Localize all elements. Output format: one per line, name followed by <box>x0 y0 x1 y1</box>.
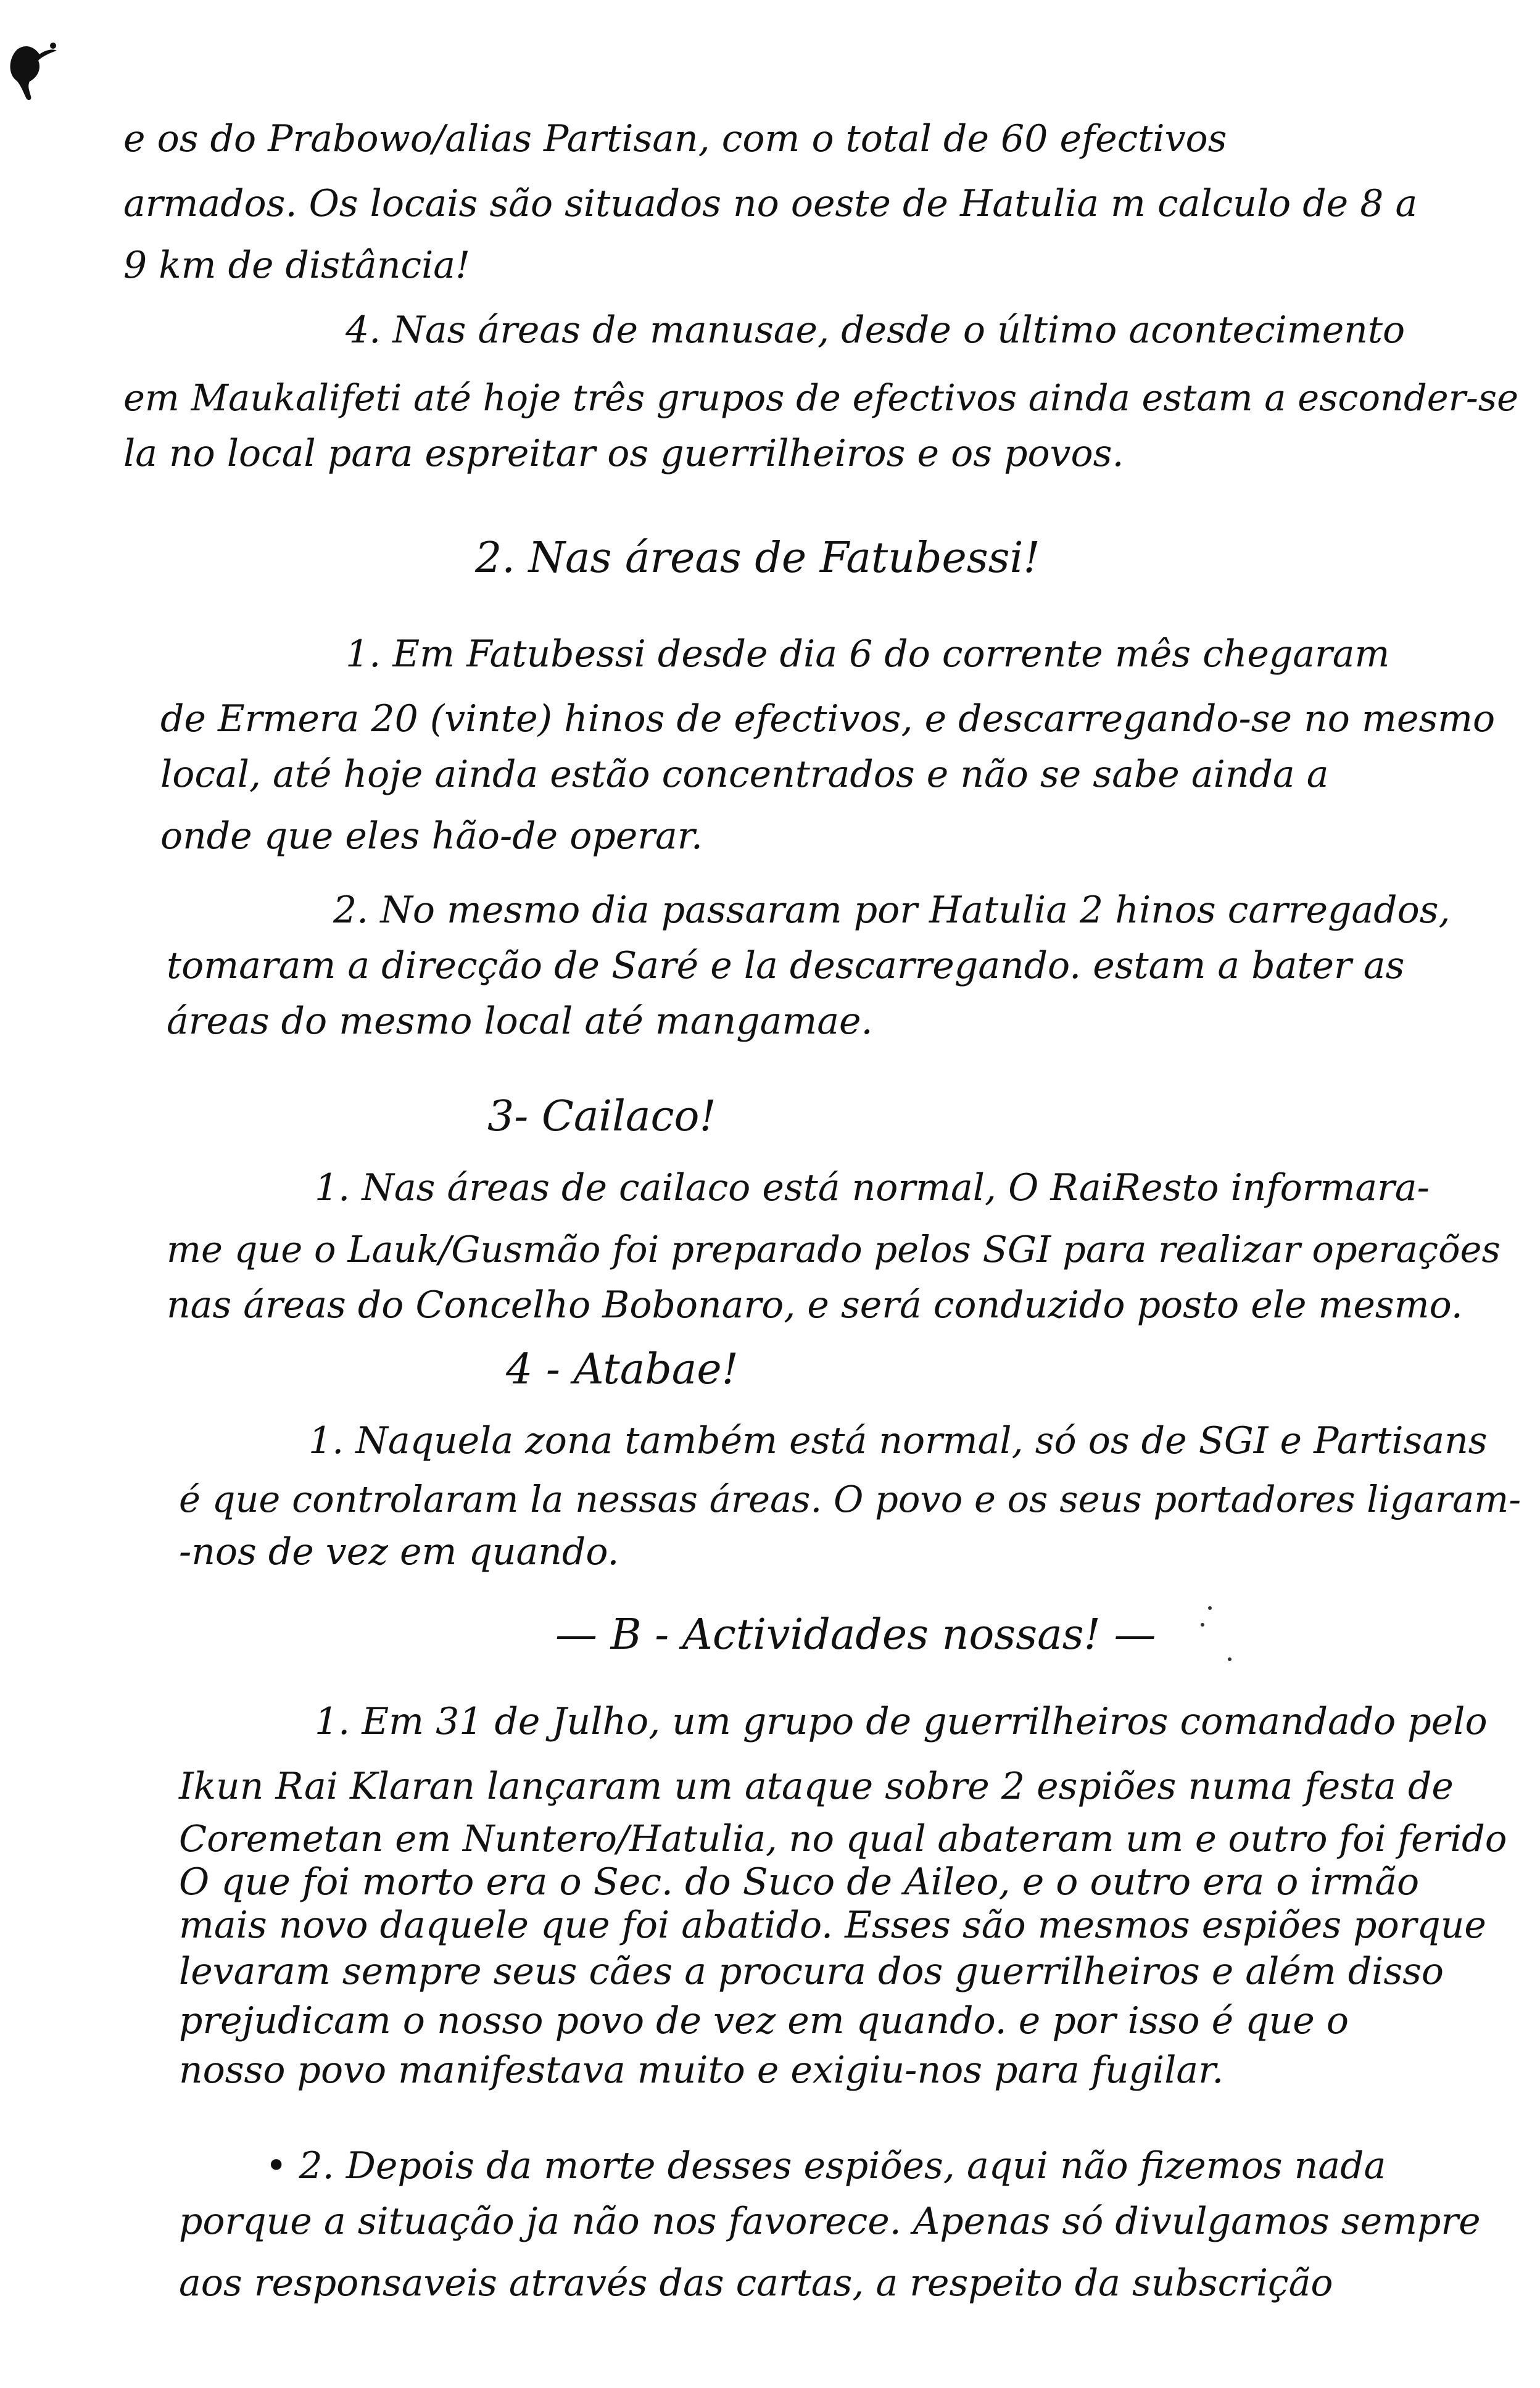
text-line: e os do Prabowo/alias Partisan, com o total de 60 efectivos <box>123 117 1227 160</box>
text-line: tomaram a direcção de Saré e la descarregando. estam a bater as <box>167 944 1405 987</box>
text-line: 1. Nas áreas de cailaco está normal, O RaiResto informara- <box>315 1166 1430 1209</box>
text-line: nas áreas do Concelho Bobonaro, e será conduzido posto ele mesmo. <box>167 1283 1463 1327</box>
section-heading: 3- Cailaco! <box>487 1092 716 1141</box>
ink-blot-mark <box>5 37 60 105</box>
ink-speck <box>1228 1657 1232 1661</box>
text-line: la no local para espreitar os guerrilheiros e os povos. <box>123 432 1124 475</box>
text-line: 1. Naquela zona também está normal, só os de SGI e Partisans <box>308 1419 1488 1462</box>
text-line: em Maukalifeti até hoje três grupos de efectivos ainda estam a esconder-se <box>123 376 1518 419</box>
text-line: 2. No mesmo dia passaram por Hatulia 2 hinos carregados, <box>333 889 1451 932</box>
text-line: 9 km de distância! <box>123 244 471 287</box>
text-line: 4. Nas áreas de manusae, desde o último acontecimento <box>346 309 1405 352</box>
text-line: aos responsaveis através das cartas, a respeito da subscrição <box>179 2262 1333 2305</box>
text-line: nosso povo manifestava muito e exigiu-nos para fugilar. <box>179 2049 1224 2092</box>
text-line: 1. Em Fatubessi desde dia 6 do corrente mês chegaram <box>346 632 1390 676</box>
ink-speck <box>1201 1623 1204 1627</box>
text-line: O que foi morto era o Sec. do Suco de Aileo, e o outro era o irmão <box>179 1860 1420 1904</box>
text-line: Coremetan em Nuntero/Hatulia, no qual abateram um e outro foi ferido <box>179 1817 1507 1860</box>
section-heading: 2. Nas áreas de Fatubessi! <box>475 534 1040 582</box>
text-line: me que o Lauk/Gusmão foi preparado pelos SGI para realizar operações <box>167 1228 1501 1271</box>
text-line: 1. Em 31 de Julho, um grupo de guerrilheiros comandado pelo <box>315 1700 1488 1743</box>
text-line: áreas do mesmo local até mangamae. <box>167 1000 873 1043</box>
ink-speck <box>1208 1606 1212 1610</box>
text-line: Ikun Rai Klaran lançaram um ataque sobre 2 espiões numa festa de <box>179 1765 1454 1808</box>
text-line: onde que eles hão-de operar. <box>160 815 703 858</box>
text-line: armados. Os locais são situados no oeste de Hatulia m calculo de 8 a <box>123 182 1418 225</box>
text-line: porque a situação ja não nos favorece. Apenas só divulgamos sempre <box>179 2200 1481 2243</box>
section-heading: — B - Actividades nossas! — <box>555 1611 1156 1659</box>
text-line: levaram sempre seus cães a procura dos guerrilheiros e além disso <box>179 1950 1444 1993</box>
text-line: local, até hoje ainda estão concentrados e não se sabe ainda a <box>160 753 1329 796</box>
text-line: mais novo daquele que foi abatido. Esses são mesmos espiões porque <box>179 1904 1486 1947</box>
text-line: de Ermera 20 (vinte) hinos de efectivos, e descarregando-se no mesmo <box>160 697 1496 740</box>
text-line: é que controlaram la nessas áreas. O povo e os seus portadores ligaram- <box>179 1478 1521 1520</box>
text-line: prejudicam o nosso povo de vez em quando. e por isso é que o <box>179 1999 1349 2042</box>
text-line: -nos de vez em quando. <box>179 1530 619 1573</box>
text-line: • 2. Depois da morte desses espiões, aqui não fizemos nada <box>265 2144 1386 2187</box>
section-heading: 4 - Atabae! <box>506 1345 739 1394</box>
